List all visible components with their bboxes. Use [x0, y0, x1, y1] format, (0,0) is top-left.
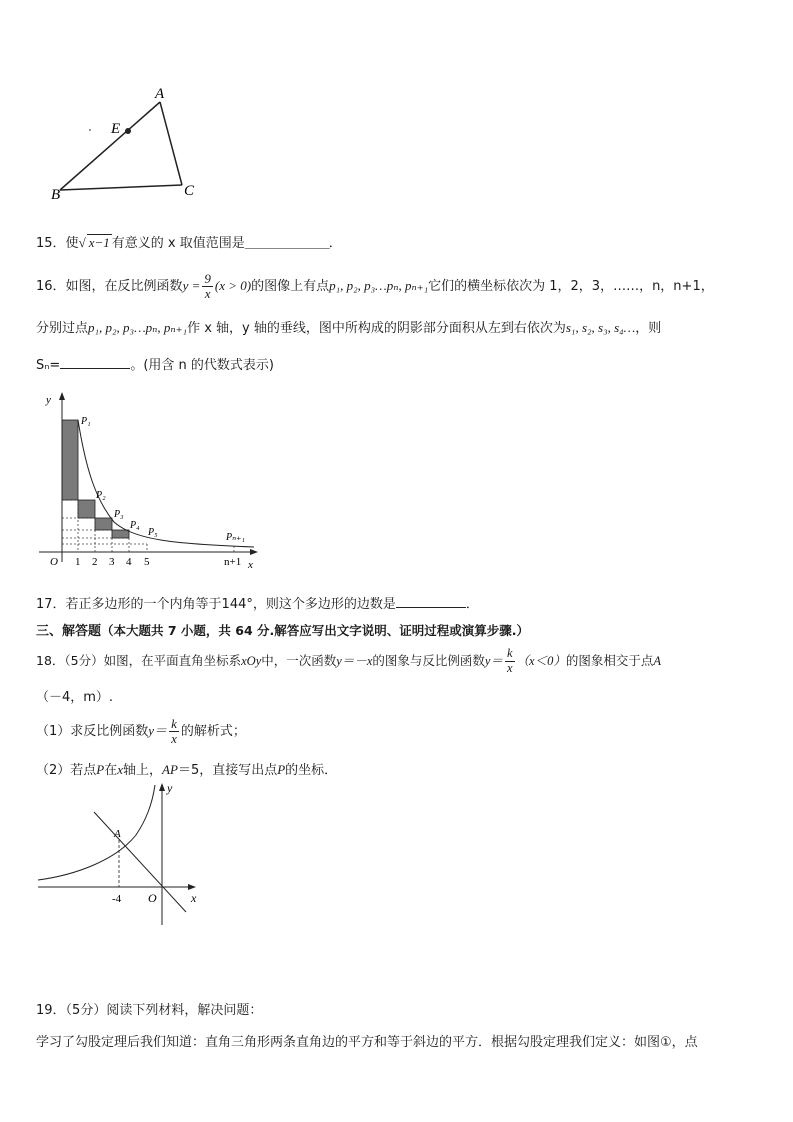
- q18-origin: O: [148, 891, 157, 905]
- q17-answer-blank[interactable]: [396, 595, 466, 608]
- area-s1: [62, 420, 78, 500]
- q18-number: 18．: [36, 653, 65, 668]
- q18-coord: xOy: [241, 654, 262, 668]
- side-bc: [60, 185, 182, 190]
- label-e: E: [111, 121, 121, 137]
- area-s2: [78, 500, 95, 518]
- q15-end: ．: [328, 236, 342, 251]
- stray-dot: [89, 129, 91, 131]
- side-ac: [160, 102, 182, 185]
- section-3-heading: [36, 620, 529, 639]
- q18-axis-x: x: [191, 891, 197, 905]
- q18-part2-p2: P: [277, 762, 286, 777]
- q16-answer-blank[interactable]: [60, 356, 130, 369]
- hyperbola-branch: [38, 785, 155, 880]
- q18-part2-b: 在: [104, 763, 118, 778]
- question-16-line-2: [36, 317, 661, 336]
- q16-points: p₁, p₂, p₃…pₙ, pₙ₊₁: [329, 278, 429, 293]
- q18-part1-a: （1）求反比例函数: [36, 724, 149, 739]
- q18-line1-c: 的图象与反比例函数: [372, 653, 485, 668]
- q18-part1-x: x: [171, 731, 177, 746]
- q16-label-p5: P₅: [148, 527, 158, 538]
- q16-tick-1: 1: [75, 556, 81, 568]
- question-17: [36, 593, 479, 612]
- q16-func-den: x: [204, 286, 211, 301]
- q16-line2-b: 作 x 轴，y 轴的垂线，图中所构成的阴影部分面积从左到右依次为: [187, 321, 566, 336]
- q18-part2-ap: AP: [162, 762, 178, 777]
- question-19-line-1: [36, 999, 262, 1018]
- q19-number: 19．: [36, 1003, 66, 1018]
- q16-points-2: p₁, p₂, p₃…pₙ, pₙ₊₁: [88, 320, 188, 335]
- question-16-line-1: [36, 268, 714, 304]
- q16-tick-n1: n+1: [224, 556, 242, 568]
- q16-tick-4: 4: [126, 556, 132, 568]
- q16-func-num: 9: [204, 270, 211, 286]
- q17-text: 若正多边形的一个内角等于144°，则这个多边形的边数是: [65, 597, 396, 612]
- q18-part1-k: k: [171, 715, 177, 731]
- q16-func-lhs: y =: [182, 278, 201, 293]
- q18-linear: y＝－x: [336, 654, 373, 668]
- question-16-line-3: [36, 354, 274, 373]
- area-s3: [95, 518, 112, 530]
- q16-line3-b: 。(用含 n 的代数式表示): [130, 358, 274, 373]
- q16-label-p2: P₂: [96, 490, 106, 501]
- q16-text-b: 的图像上有点: [251, 279, 330, 294]
- question-18-line-2: [36, 686, 113, 705]
- q18-part1-ylhs: y＝: [148, 723, 168, 738]
- q15-blank: ＿＿＿＿＿＿＿: [244, 236, 329, 251]
- q18-line2: （－4，m）.: [36, 690, 114, 705]
- q18-line1-a: （5分）如图，在平面直角坐标系: [64, 653, 242, 668]
- question-19-line-2: [36, 1031, 698, 1050]
- q19-line2: 学习了勾股定理后我们知道：直角三角形两条直角边的平方和等于斜边的平方．根据勾股定理我们定义：如图①，点: [36, 1035, 698, 1050]
- q18-point-a: A: [653, 654, 661, 668]
- label-c: C: [184, 183, 195, 199]
- q15-number: 15．: [36, 236, 66, 251]
- q16-label-p4: P₄: [130, 520, 140, 531]
- q18-part2-a: （2）若点: [36, 763, 97, 778]
- q16-label-p1: P₁: [81, 416, 91, 427]
- q16-tick-5: 5: [144, 556, 150, 568]
- q15-radicand: x−1: [88, 235, 110, 250]
- q16-axis-x: x: [248, 559, 253, 571]
- q16-tick-3: 3: [109, 556, 115, 568]
- q18-part2-e: 的坐标．: [285, 763, 338, 778]
- q16-line2-a: 分别过点: [36, 321, 89, 336]
- q17-number: 17．: [36, 597, 66, 612]
- label-b: B: [51, 187, 61, 203]
- q16-origin: O: [50, 556, 58, 568]
- q16-number: 16．: [36, 279, 66, 294]
- q18-part2-d: ＝5，直接写出点: [177, 763, 278, 778]
- q18-axis-y: y: [167, 781, 173, 795]
- q18-x: x: [506, 661, 513, 675]
- q15-text-b: 有意义的 x 取值范围是: [111, 236, 245, 251]
- q16-tick-2: 2: [92, 556, 98, 568]
- q18-line1-d: 的图象相交于点: [565, 653, 654, 668]
- side-ba: [60, 102, 160, 190]
- area-s4: [112, 530, 129, 538]
- q15-text-a: 使: [65, 236, 79, 251]
- q18-part2-xaxis: x: [117, 762, 124, 777]
- q18-label-a: A: [114, 828, 121, 840]
- triangle-figure: [45, 85, 215, 205]
- question-18-line-1: [36, 643, 661, 679]
- q16-figure: [34, 390, 266, 572]
- q18-cond: （x＜0）: [516, 654, 566, 668]
- q18-part2-c: 轴上，: [123, 763, 163, 778]
- line-y-neg-x: [94, 812, 186, 912]
- question-15: 15．使√ x−1 有意义的 x 取值范围是＿＿＿＿＿＿＿．: [36, 235, 342, 251]
- q16-sn: Sₙ=: [36, 358, 61, 373]
- label-a: A: [155, 86, 165, 102]
- q16-axis-y: y: [46, 394, 51, 406]
- q18-line1-b: 中，一次函数: [261, 653, 337, 668]
- question-18-part-2: [36, 759, 337, 778]
- section-3-note: （本大题共 7 小题，共 64 分.解答应写出文字说明、证明过程或演算步骤.）: [101, 623, 530, 638]
- q16-text-a: 如图，在反比例函数: [65, 279, 183, 294]
- q18-part1-b: 的解析式；: [180, 724, 246, 739]
- q16-func-cond: (x > 0): [214, 278, 252, 293]
- q19-line1: （5分）阅读下列材料，解决问题：: [65, 1003, 263, 1018]
- section-3-title: 三、解答题: [36, 624, 102, 639]
- point-e: [125, 128, 131, 134]
- q18-k: k: [506, 646, 513, 661]
- q16-line2-c: ，则: [635, 321, 662, 336]
- q18-part2-p: P: [96, 762, 105, 777]
- q16-text-c: 它们的横坐标依次为 1，2，3，……，n，n+1，: [428, 279, 714, 294]
- q16-label-pn1: Pₙ₊₁: [226, 532, 245, 543]
- q18-figure: [36, 780, 216, 940]
- q16-label-p3: P₃: [114, 509, 124, 520]
- q18-ylhs: y＝: [484, 654, 503, 668]
- q18-tick-neg4: -4: [112, 893, 122, 905]
- question-18-part-1: [36, 713, 246, 749]
- q16-areas: s₁, s₂, s₃, s₄…: [565, 320, 636, 335]
- q17-end: ．: [465, 597, 479, 612]
